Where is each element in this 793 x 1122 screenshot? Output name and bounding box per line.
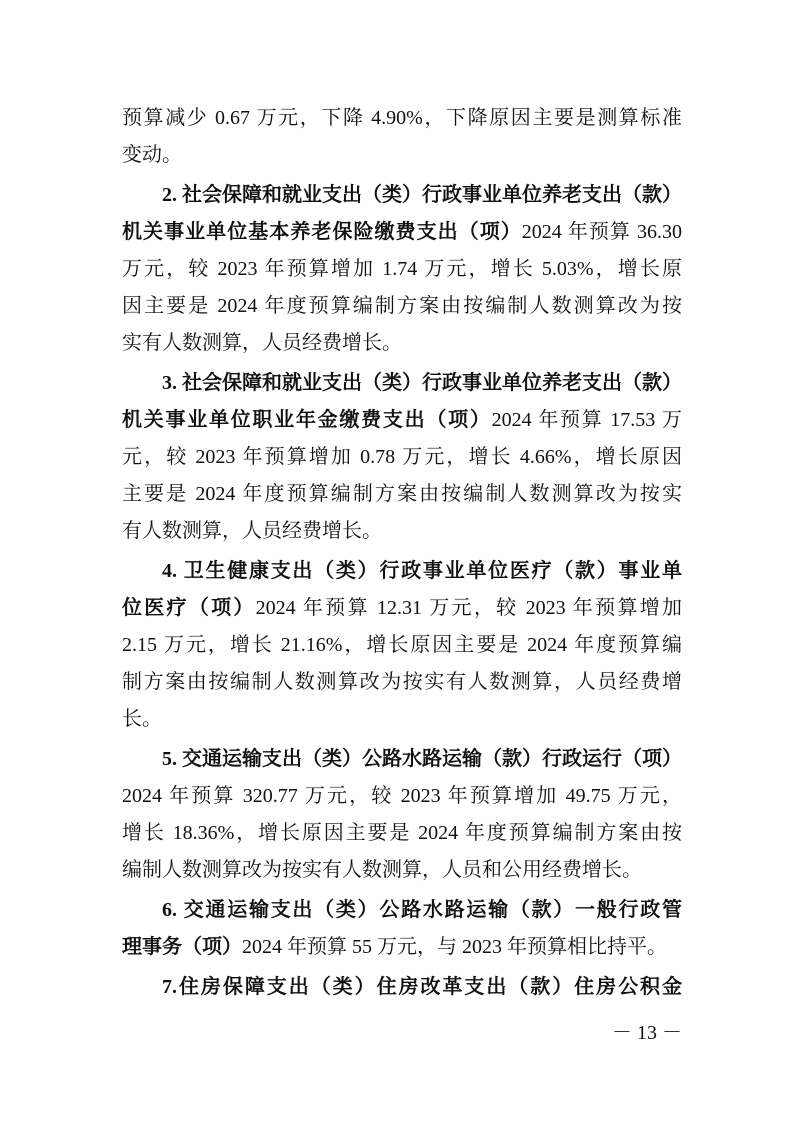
paragraph	[122, 892, 682, 966]
text-line	[122, 476, 682, 513]
body-text: 2024 年预算 320.77 万元，较 2023 年预算增加 49.75 万元，	[122, 785, 682, 807]
paragraph	[122, 741, 682, 889]
text-line	[122, 365, 682, 402]
text-line	[122, 741, 682, 778]
paragraph	[122, 365, 682, 550]
bold-heading-text: 7.住房保障支出（类）住房改革支出（款）住房公积金	[162, 976, 682, 998]
text-line	[122, 778, 682, 815]
text-line	[122, 892, 682, 929]
document-body	[122, 100, 682, 1006]
text-line	[122, 701, 682, 738]
page-number: － 13 －	[612, 1022, 682, 1044]
body-text: 增长 18.36%，增长原因主要是 2024 年度预算编制方案由按	[122, 822, 682, 844]
text-line	[122, 513, 682, 550]
text-line	[122, 969, 682, 1006]
bold-heading-text: 5. 交通运输支出（类）公路水路运输（款）行政运行（项）	[162, 748, 682, 770]
text-line	[122, 402, 682, 439]
body-text: 实有人数测算，人员经费增长。	[122, 332, 402, 354]
bold-heading-text: 位医疗（项）	[122, 597, 256, 619]
text-line	[122, 929, 682, 966]
body-text: 编制人数测算改为按实有人数测算，人员和公用经费增长。	[122, 859, 642, 881]
text-line	[122, 553, 682, 590]
body-text: 2024 年预算 12.31 万元，较 2023 年预算增加	[255, 597, 683, 619]
text-line	[122, 214, 682, 251]
text-line	[122, 251, 682, 288]
body-text: 2024 年预算 36.30	[521, 221, 683, 243]
text-line	[122, 288, 682, 325]
bold-heading-text: 6. 交通运输支出（类）公路水路运输（款）一般行政管	[162, 899, 682, 921]
body-text: 变动。	[122, 144, 182, 166]
paragraph	[122, 177, 682, 362]
bold-heading-text: 4. 卫生健康支出（类）行政事业单位医疗（款）事业单	[162, 560, 682, 582]
text-line	[122, 177, 682, 214]
text-line	[122, 439, 682, 476]
text-line	[122, 815, 682, 852]
body-text: 2.15 万元，增长 21.16%，增长原因主要是 2024 年度预算编	[122, 634, 682, 656]
text-line	[122, 627, 682, 664]
body-text: 元，较 2023 年预算增加 0.78 万元，增长 4.66%，增长原因	[122, 446, 682, 468]
bold-heading-text: 机关事业单位基本养老保险缴费支出（项）	[122, 221, 522, 243]
text-line	[122, 325, 682, 362]
body-text: 长。	[122, 708, 162, 730]
body-text: 有人数测算，人员经费增长。	[122, 520, 382, 542]
body-text: 2024 年预算 17.53 万	[491, 409, 683, 431]
paragraph	[122, 553, 682, 738]
bold-heading-text: 3. 社会保障和就业支出（类）行政事业单位养老支出（款）	[162, 372, 682, 394]
bold-heading-text: 机关事业单位职业年金缴费支出（项）	[122, 409, 492, 431]
paragraph	[122, 969, 682, 1006]
bold-heading-text: 2. 社会保障和就业支出（类）行政事业单位养老支出（款）	[162, 184, 682, 206]
text-line	[122, 590, 682, 627]
text-line	[122, 852, 682, 889]
body-text: 制方案由按编制人数测算改为按实有人数测算，人员经费增	[122, 671, 682, 693]
body-text: 因主要是 2024 年度预算编制方案由按编制人数测算改为按	[122, 295, 682, 317]
text-line	[122, 100, 682, 137]
body-text: 万元，较 2023 年预算增加 1.74 万元，增长 5.03%，增长原	[122, 258, 682, 280]
body-text: 预算减少 0.67 万元，下降 4.90%，下降原因主要是测算标准	[122, 107, 682, 129]
text-line	[122, 137, 682, 174]
body-text: 主要是 2024 年度预算编制方案由按编制人数测算改为按实	[122, 483, 682, 505]
paragraph	[122, 100, 682, 174]
bold-heading-text: 理事务（项）	[122, 936, 242, 958]
text-line	[122, 664, 682, 701]
body-text: 2024 年预算 55 万元，与 2023 年预算相比持平。	[242, 936, 667, 958]
